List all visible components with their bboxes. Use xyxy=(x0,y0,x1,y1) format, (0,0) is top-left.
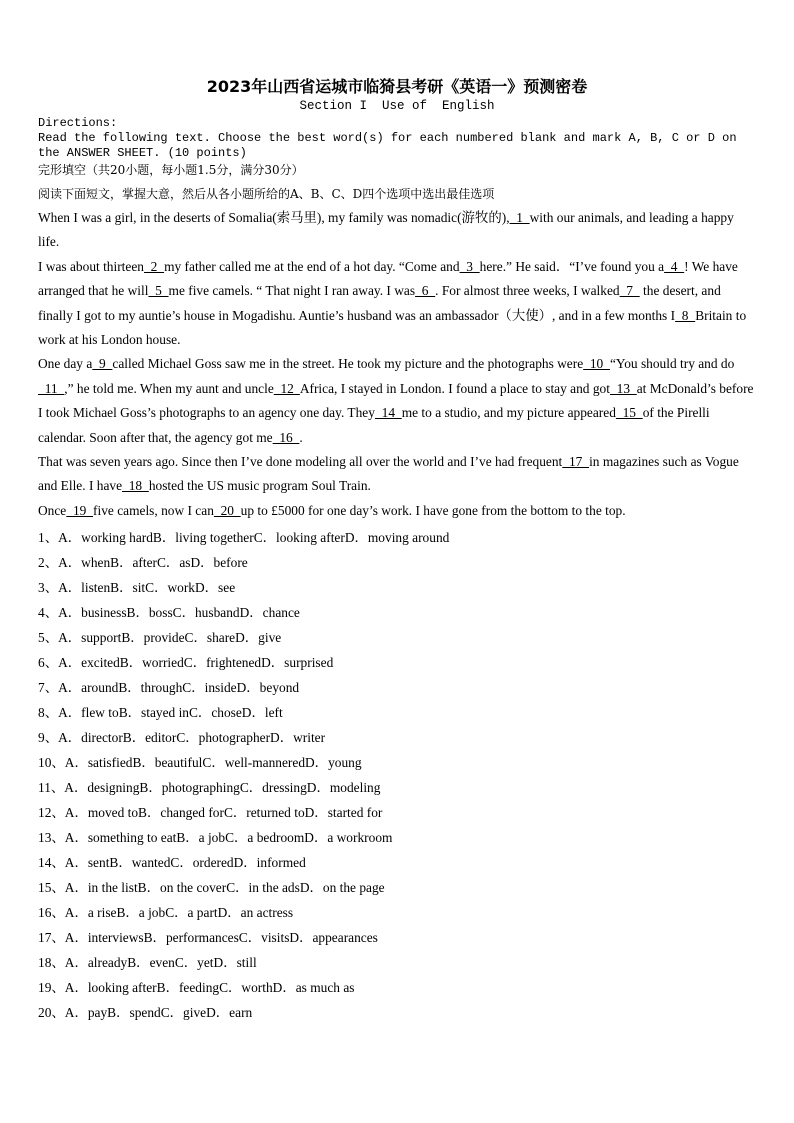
directions-label: Directions: xyxy=(38,116,118,130)
numbered-blank: 16 xyxy=(272,429,300,445)
passage-paragraph xyxy=(38,499,756,523)
passage-paragraph xyxy=(38,255,756,353)
question-options: 15、A．in the listB．on the coverC．in the adsD．on the page xyxy=(38,880,385,896)
question-options: 8、A．flew toB．stayed inC．choseD．left xyxy=(38,705,283,721)
question-options: 5、A．supportB．provideC．shareD．give xyxy=(38,630,282,646)
numbered-blank: 18 xyxy=(122,478,149,494)
page-title: 2023年山西省运城市临猗县考研《英语一》预测密卷 xyxy=(206,77,588,96)
numbered-blank: 8 xyxy=(675,307,696,323)
numbered-blank: 3 xyxy=(459,258,480,274)
passage-text: me five camels. “ That night I ran away. I was xyxy=(168,283,416,299)
numbered-blank: 14 xyxy=(374,405,402,421)
question-options: 6、A．excitedB．worriedC．frightenedD．surprised xyxy=(38,655,334,671)
numbered-blank: 5 xyxy=(148,283,169,299)
cloze-instruction: 阅读下面短文，掌握大意，然后从各小题所给的A、B、C、D四个选项中选出最佳选项 xyxy=(38,187,495,201)
question-options: 4、A．businessB．bossC．husbandD．chance xyxy=(38,605,300,621)
numbered-blank: 11 xyxy=(38,380,65,396)
passage-text: One day a xyxy=(38,356,93,372)
numbered-blank: 6 xyxy=(415,283,436,299)
passage xyxy=(38,206,756,523)
passage-text: at McDonald’s before I took Michael Goss’s photographs to an agency one day. They xyxy=(38,380,754,421)
numbered-blank: 4 xyxy=(664,258,685,274)
numbered-blank: 2 xyxy=(143,258,165,274)
passage-text: “You should try and do xyxy=(609,356,735,372)
passage-text: When I was a girl, in the deserts of Somalia(索马里), my family was nomadic(游牧的), xyxy=(38,210,510,225)
passage-text: of the Pirelli calendar. Soon after that, the agency got me xyxy=(38,405,710,445)
numbered-blank: 7 xyxy=(619,283,640,299)
question-options: 9、A．directorB．editorC．photographerD．writer xyxy=(38,730,326,746)
passage-text: here.” He said．“I’ve found you a xyxy=(479,258,665,274)
passage-text: . For almost three weeks, I walked xyxy=(435,283,620,299)
passage-text: hosted the US music program Soul Train. xyxy=(148,478,371,494)
passage-text: me to a studio, and my picture appeared xyxy=(401,405,616,421)
passage-text: Once xyxy=(38,502,67,518)
question-options: 11、A．designingB．photographingC．dressingD．modeling xyxy=(38,780,381,796)
numbered-blank: 9 xyxy=(92,356,113,372)
passage-text: called Michael Goss saw me in the street. He took my picture and the photographs were xyxy=(112,356,584,372)
question-options: 10、A．satisfiedB．beautifulC．well-manneredD．young xyxy=(38,755,362,771)
directions-text: Read the following text. Choose the best word(s) for each numbered blank and mark A, B, C or D on the ANSWER SHEET. (10 points) xyxy=(38,131,737,160)
passage-paragraph xyxy=(38,352,756,450)
numbered-blank: 19 xyxy=(66,502,94,518)
passage-text: up to £5000 for one day’s work. I have gone from the bottom to the top. xyxy=(240,502,626,518)
passage-text: with our animals, and leading a happy life. xyxy=(38,210,734,250)
question-options: 20、A．payB．spendC．giveD．earn xyxy=(38,1005,253,1021)
question-options: 12、A．moved toB．changed forC．returned toD．started for xyxy=(38,805,383,821)
question-options: 2、A．whenB．afterC．asD．before xyxy=(38,555,248,571)
passage-text: in magazines such as Vogue and Elle. I have xyxy=(38,454,739,494)
passage-text: Africa, I stayed in London. I found a place to stay and got xyxy=(299,380,610,396)
question-options: 7、A．aroundB．throughC．insideD．beyond xyxy=(38,680,300,696)
numbered-blank: 20 xyxy=(213,502,241,518)
cloze-heading: 完形填空（共20小题，每小题1.5分，满分30分） xyxy=(38,163,304,177)
passage-text: my father called me at the end of a hot day. “Come and xyxy=(164,258,460,274)
question-options: 14、A．sentB．wantedC．orderedD．informed xyxy=(38,855,306,871)
directions-block xyxy=(38,116,756,204)
passage-text: ! We have arranged that he will xyxy=(38,258,738,299)
passage-paragraph xyxy=(38,206,756,255)
numbered-blank: 1 xyxy=(509,210,530,225)
numbered-blank: 12 xyxy=(273,380,300,396)
question-options: 17、A．interviewsB．performancesC．visitsD．appearances xyxy=(38,930,378,946)
question-options: 13、A．something to eatB．a jobC．a bedroomD．a workroom xyxy=(38,830,393,846)
section-subtitle: Section I Use of English xyxy=(299,99,495,113)
numbered-blank: 15 xyxy=(615,405,643,421)
numbered-blank: 10 xyxy=(583,356,610,372)
question-options: 1、A．working hardB．living togetherC．looking afterD．moving around xyxy=(38,530,450,546)
passage-text: Britain to work at his London house. xyxy=(38,307,747,348)
numbered-blank: 17 xyxy=(562,454,590,470)
question-options: 18、A．alreadyB．evenC．yetD．still xyxy=(38,955,257,971)
question-options: 19、A．looking afterB．feedingC．worthD．as much as xyxy=(38,980,355,996)
passage-paragraph xyxy=(38,450,756,499)
passage-text: the desert, and finally I got to my auntie’s house in Mogadishu. Auntie’s husband was an ambassador（大使）, and in a few months I xyxy=(38,283,721,323)
question-options: 16、A．a riseB．a jobC．a partD．an actress xyxy=(38,905,294,921)
options-list xyxy=(38,525,756,1025)
passage-text: ,” he told me. When my aunt and uncle xyxy=(64,380,274,396)
question-options: 3、A．listenB．sitC．workD．see xyxy=(38,580,236,596)
passage-text: five camels, now I can xyxy=(93,502,214,518)
passage-text: I was about thirteen xyxy=(38,258,144,274)
passage-text: That was seven years ago. Since then I’ve done modeling all over the world and I’ve had frequent xyxy=(38,454,563,470)
passage-text: . xyxy=(299,429,303,445)
numbered-blank: 13 xyxy=(609,380,637,396)
